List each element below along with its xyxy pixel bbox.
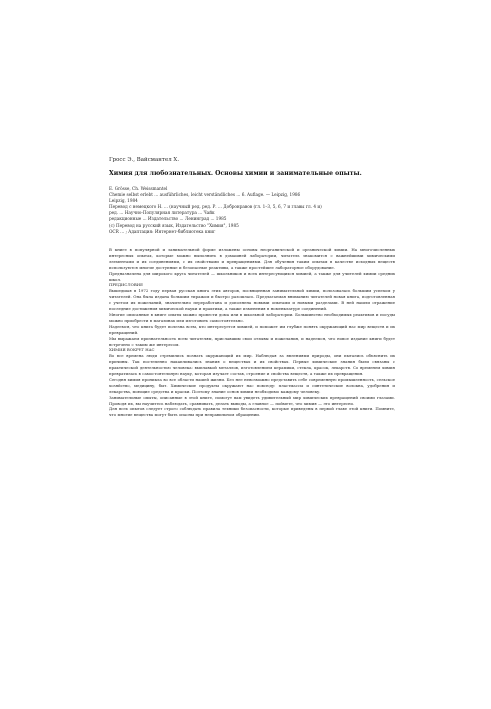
document-title: Химия для любознательных. Основы химии и занимательные опыты. (109, 170, 362, 177)
meta-line: Leipzig, 1984 (109, 198, 138, 204)
section-heading: ХИМИЯ ВОКРУГ НАС (109, 347, 155, 353)
paragraph: Надеемся, что книга будет полезна всем, кто интересуется химией, и поможет им глубже понять окружающий нас мир веществ и их превращений. (109, 323, 395, 335)
meta-line: Перевод с немецкого Н. ... (научный ред. ред. Р. ... Добронравов (гл. 1–3, 5, 6, 7 и главы гл. 4 и) (109, 204, 322, 210)
meta-line: Chemie selbst erlebt ... ausführliches, leicht verständliches ... 6. Auflage. — Leipzig, 1986 (109, 192, 301, 198)
meta-line: редакционные ... Издательство ... Ленинград ... 1985 (109, 216, 227, 222)
author-line: Гросс Э., Вайсмантел Х. (109, 157, 180, 163)
paragraph: Вышедшая в 1972 году первая русская книга этих авторов, посвященная занимательной химии, пользовалась большим успехом у читателей. Она была издана большим тиражом и быстро разошлась. Предлагаемая вниманию читателей новая книга, подготовленная с учетом их пожеланий, значительно переработана и дополнена новыми опытами и новыми разделами. В ней нашли отражение последние достижения химической науки и практики, а также изменения в номенклатуре соединений. (109, 288, 395, 312)
paragraph: Для всех опытов следует строго соблюдать правила техники безопасности, которые приведены в первой главе этой книги. Помните, что многие вещества могут быть опасны при неправильном обращении. (109, 406, 395, 418)
body-text (109, 247, 395, 418)
paragraph: Сегодня химия проникла во все области нашей жизни. Без нее невозможно представить себе современную промышленность, сельское хозяйство, медицину, быт. Химические продукты окружают нас повсюду: пластмассы и синтетические волокна, удобрения и лекарства, моющие средства и краски. Поэтому знание основ химии необходимо каждому человеку. (109, 376, 395, 394)
meta-line: (c) Перевод на русский язык, Издательство "Химия", 1985 (109, 222, 239, 228)
section-heading: ПРЕДИСЛОВИЕ (109, 282, 143, 288)
paragraph: Многие описанные в книге опыты можно провести дома или в школьной лаборатории. Большинство необходимых реактивов и посуды можно приобрести в магазинах или изготовить самостоятельно. (109, 311, 395, 323)
publication-meta (109, 186, 399, 235)
paragraph: Мы выражаем признательность всем читателям, приславшим свои отзывы и пожелания, и надеемся, что новое издание книги будет встречено с таким же интересом. (109, 335, 395, 347)
paragraph: Занимательные опыты, описанные в этой книге, помогут вам увидеть удивительный мир химических превращений своими глазами. Проводя их, вы научитесь наблюдать, сравнивать, делать выводы, а главное — поймете, что химия — это интересно. (109, 394, 395, 406)
meta-line: OCR ... ; Адаптация: Интернет-библиотека книг (109, 228, 216, 234)
paragraph: Предназначена для широкого круга читателей — школьников и всех интересующихся химией, а также для учителей химии средних школ. (109, 270, 395, 282)
paragraph: В книге в популярной и занимательной форме изложены основы неорганической и органической химии. На многочисленных интересных опытах, которые можно выполнить в домашней лаборатории, читатель знакомится с важнейшими химическими элементами и их соединениями, с их свойствами и превращениями. Для обучения таким опытам в качестве исходных веществ используются многие доступные и безопасные реактивы, а также простейшее лабораторное оборудование. (109, 247, 395, 270)
meta-line: ред. ... Научно-Популярная литература ... Чайк (109, 210, 215, 216)
meta-line: E. Grösse, Ch. Weissmantel (109, 186, 168, 191)
paragraph: Во все времена люди стремились познать окружающий их мир. Наблюдая за явлениями природы, они пытались объяснить их причины. Так постепенно накапливались знания о веществах и их свойствах. Первые химические знания были связаны с практической деятельностью человека: выплавкой металлов, изготовлением керамики, стекла, красок, лекарств. Со временем химия превратилась в самостоятельную науку, которая изучает состав, строение и свойства веществ, а также их превращения. (109, 353, 395, 377)
